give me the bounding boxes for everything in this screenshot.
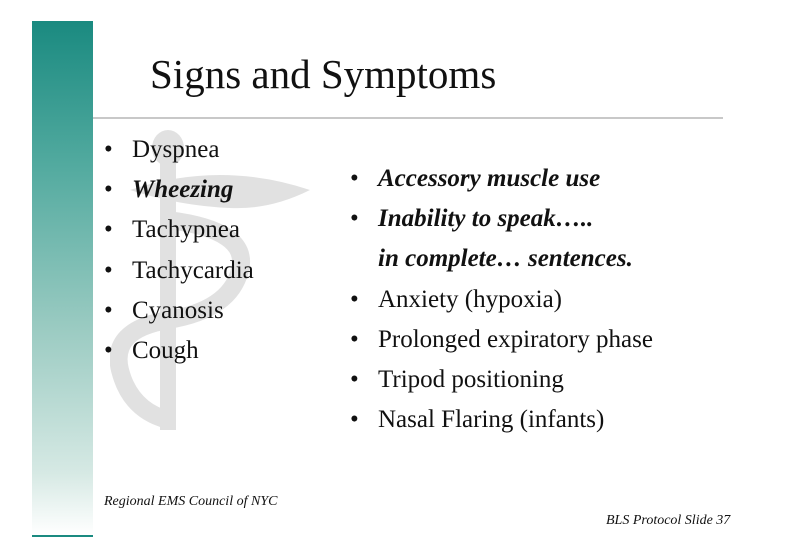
list-item-text: Tachypnea [132,216,240,244]
list-item [350,199,653,239]
bullet: • [104,176,113,204]
list-item-text: in complete… sentences. [378,245,633,273]
list-item [350,320,653,360]
bullet: • [350,325,359,353]
title-divider [93,117,723,119]
list-item-text: Accessory muscle use [378,165,601,192]
slide-sidebar-gradient [32,21,93,535]
bullet: • [104,256,113,284]
footer-organization: Regional EMS Council of NYC [104,494,278,509]
right-symptom-list [350,159,653,440]
list-item-text: Cyanosis [132,296,224,324]
list-item-text: Wheezing [132,176,234,204]
bullet: • [104,296,113,324]
list-item-text: Nasal Flaring (infants) [378,406,605,434]
list-item-text: Tachycardia [132,256,254,284]
list-item [104,291,254,331]
list-item-text: Dyspnea [132,136,220,163]
list-item-continuation [350,239,653,279]
list-item-text: Anxiety (hypoxia) [378,285,562,313]
bullet: • [350,165,359,192]
list-item [104,210,254,250]
list-item [104,170,254,210]
bullet: • [350,285,359,313]
list-item [350,360,653,400]
list-item [350,159,653,199]
list-item-text: Inability to speak….. [378,205,594,233]
list-item [350,400,653,440]
footer-slide-number: BLS Protocol Slide 37 [606,513,731,528]
left-symptom-list [104,130,254,371]
list-item-text: Cough [132,337,199,365]
slide-title: Signs and Symptoms [150,51,497,97]
bullet: • [104,216,113,244]
bullet: • [350,205,359,233]
bullet: • [104,136,113,163]
list-item [104,130,254,170]
bullet: • [104,337,113,365]
list-item [104,251,254,291]
list-item-text: Prolonged expiratory phase [378,325,653,353]
bullet: • [350,366,359,394]
sidebar-bottom-line [32,535,93,537]
list-item [104,331,254,371]
bullet: • [350,406,359,434]
list-item-text: Tripod positioning [378,366,564,394]
list-item [350,280,653,320]
